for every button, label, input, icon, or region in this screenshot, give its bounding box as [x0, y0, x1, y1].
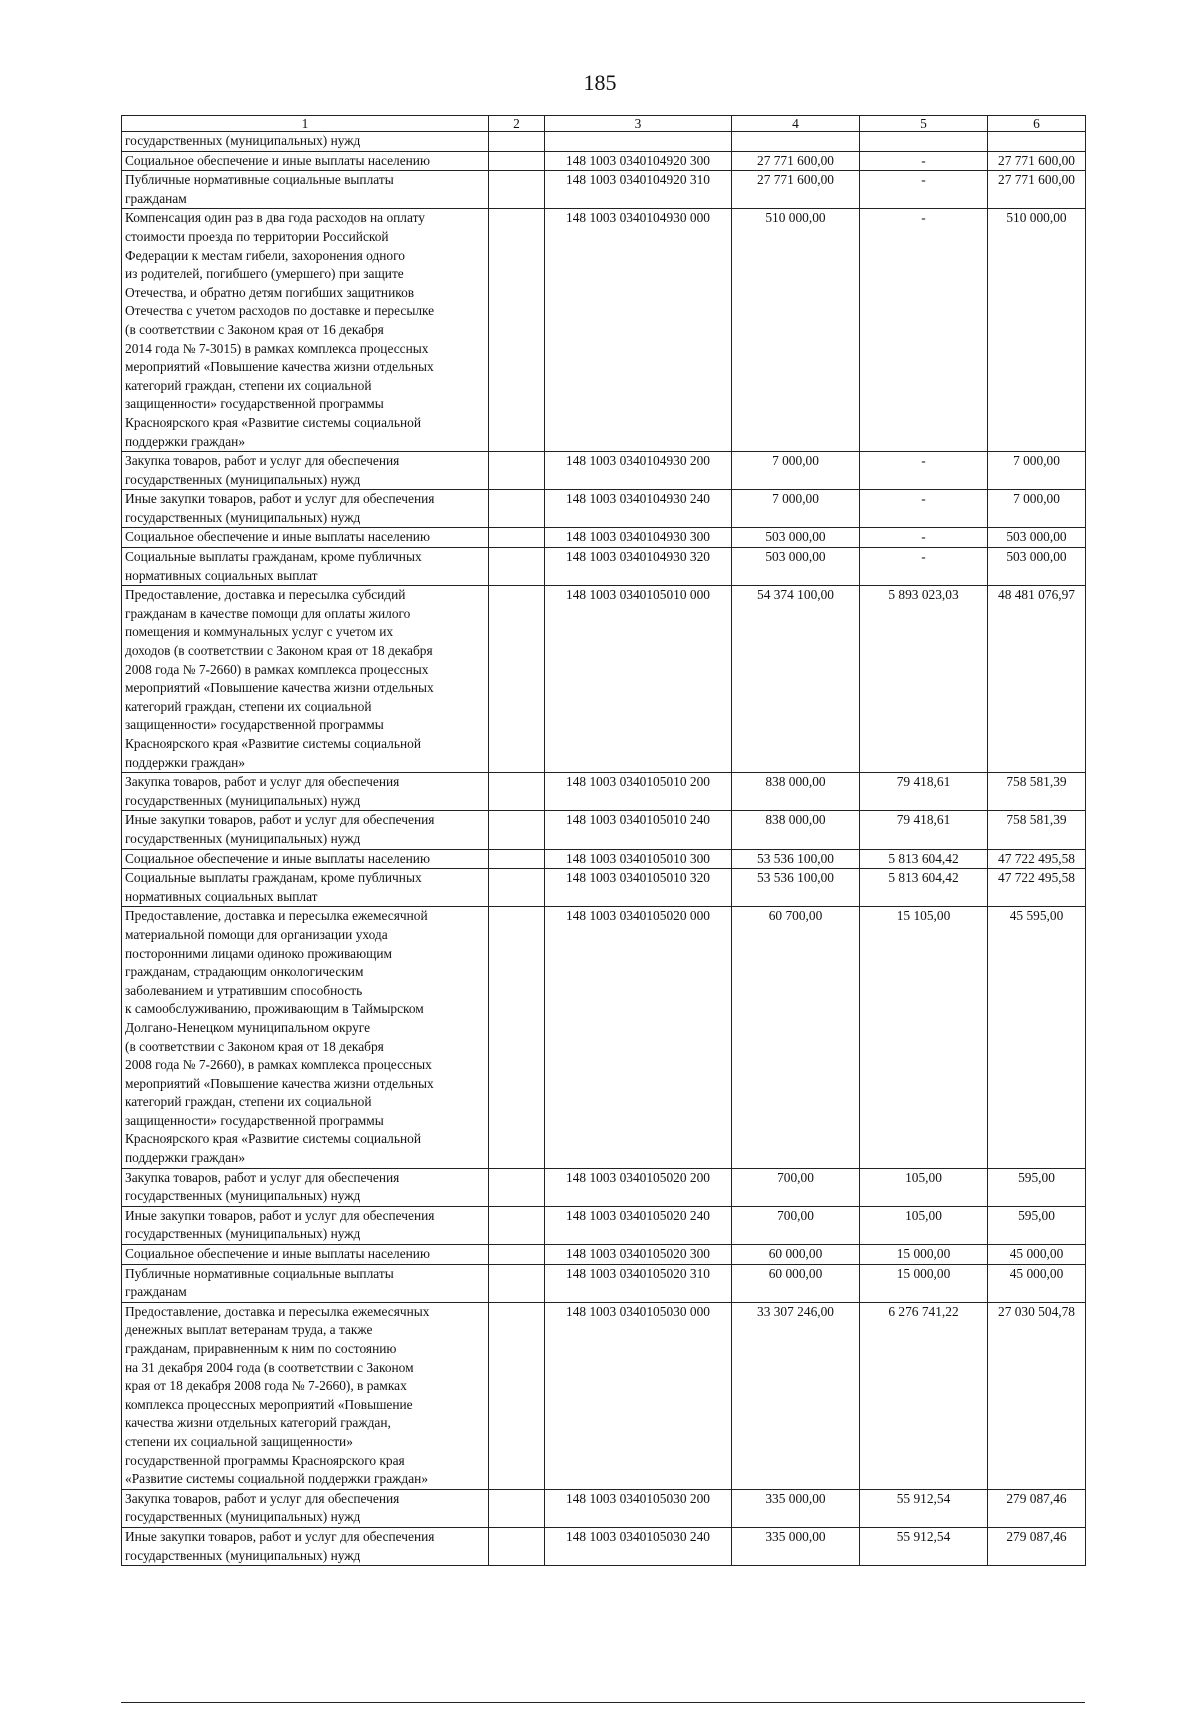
row-amount-assigned: 53 536 100,00	[732, 869, 860, 907]
row-amount-executed: 55 912,54	[860, 1489, 988, 1527]
row-budget-code: 148 1003 0340104930 240	[545, 490, 732, 528]
table-row	[122, 528, 1086, 548]
table-row	[122, 1245, 1086, 1265]
row-amount-executed: 105,00	[860, 1168, 988, 1206]
row-amount-assigned: 335 000,00	[732, 1527, 860, 1565]
row-description: Иные закупки товаров, работ и услуг для обеспечения государственных (муниципальных) нужд	[122, 1527, 489, 1565]
row-amount-remaining: 7 000,00	[988, 490, 1086, 528]
table-row	[122, 1489, 1086, 1527]
row-description: Предоставление, доставка и пересылка ежемесячных денежных выплат ветеранам труда, а также гражданам, приравненным к ним по состоянию на 31 декабря 2004 года (в соответствии с Законом края от 18 декабря 2008 года № 7-2660), в рамках комплекса процессных мероприятий «Повышение качества жизни отдельных категорий граждан, степени их социальной защищенности» государственной программы Красноярского края «Развитие системы социальной поддержки граждан»	[122, 1302, 489, 1489]
row-amount-executed: -	[860, 171, 988, 209]
row-amount-executed: 5 813 604,42	[860, 869, 988, 907]
table-row	[122, 452, 1086, 490]
row-amount-executed	[860, 132, 988, 152]
row-budget-code: 148 1003 0340105020 240	[545, 1206, 732, 1244]
row-col-2	[489, 1264, 545, 1302]
table-row	[122, 490, 1086, 528]
row-amount-executed: -	[860, 209, 988, 452]
row-col-2	[489, 811, 545, 849]
row-amount-remaining: 48 481 076,97	[988, 586, 1086, 773]
row-budget-code: 148 1003 0340105030 000	[545, 1302, 732, 1489]
row-col-2	[489, 907, 545, 1168]
row-description: Иные закупки товаров, работ и услуг для обеспечения государственных (муниципальных) нужд	[122, 490, 489, 528]
row-description: Социальные выплаты гражданам, кроме публичных нормативных социальных выплат	[122, 548, 489, 586]
table-row	[122, 849, 1086, 869]
row-budget-code: 148 1003 0340104920 300	[545, 151, 732, 171]
row-col-2	[489, 490, 545, 528]
row-budget-code: 148 1003 0340105010 200	[545, 773, 732, 811]
row-amount-assigned: 503 000,00	[732, 548, 860, 586]
row-amount-remaining: 279 087,46	[988, 1527, 1086, 1565]
row-amount-assigned: 27 771 600,00	[732, 171, 860, 209]
row-amount-executed: -	[860, 490, 988, 528]
table-row	[122, 907, 1086, 1168]
row-amount-executed: 15 000,00	[860, 1264, 988, 1302]
row-budget-code: 148 1003 0340104920 310	[545, 171, 732, 209]
table-row	[122, 1302, 1086, 1489]
table-row	[122, 548, 1086, 586]
row-description: Иные закупки товаров, работ и услуг для обеспечения государственных (муниципальных) нужд	[122, 811, 489, 849]
row-col-2	[489, 452, 545, 490]
row-description: Социальное обеспечение и иные выплаты населению	[122, 151, 489, 171]
row-budget-code: 148 1003 0340104930 300	[545, 528, 732, 548]
row-amount-remaining: 27 771 600,00	[988, 171, 1086, 209]
table-row	[122, 773, 1086, 811]
row-amount-assigned: 54 374 100,00	[732, 586, 860, 773]
row-amount-remaining: 45 000,00	[988, 1245, 1086, 1265]
table-row	[122, 171, 1086, 209]
row-description: государственных (муниципальных) нужд	[122, 132, 489, 152]
row-amount-executed: -	[860, 452, 988, 490]
column-header: 1	[122, 116, 489, 132]
budget-table	[121, 115, 1086, 1566]
row-amount-remaining: 27 771 600,00	[988, 151, 1086, 171]
row-budget-code: 148 1003 0340105020 310	[545, 1264, 732, 1302]
row-amount-executed: 15 000,00	[860, 1245, 988, 1265]
row-amount-remaining	[988, 132, 1086, 152]
row-amount-assigned: 700,00	[732, 1168, 860, 1206]
row-col-2	[489, 849, 545, 869]
row-amount-remaining: 47 722 495,58	[988, 849, 1086, 869]
row-amount-assigned: 60 000,00	[732, 1245, 860, 1265]
table-row	[122, 586, 1086, 773]
row-amount-remaining: 595,00	[988, 1168, 1086, 1206]
column-header: 3	[545, 116, 732, 132]
row-description: Социальное обеспечение и иные выплаты населению	[122, 528, 489, 548]
row-amount-assigned: 60 700,00	[732, 907, 860, 1168]
row-amount-remaining: 7 000,00	[988, 452, 1086, 490]
row-budget-code: 148 1003 0340105010 300	[545, 849, 732, 869]
row-description: Закупка товаров, работ и услуг для обеспечения государственных (муниципальных) нужд	[122, 773, 489, 811]
row-col-2	[489, 869, 545, 907]
row-col-2	[489, 586, 545, 773]
column-header: 4	[732, 116, 860, 132]
row-amount-remaining: 510 000,00	[988, 209, 1086, 452]
row-amount-remaining: 27 030 504,78	[988, 1302, 1086, 1489]
column-header: 5	[860, 116, 988, 132]
row-col-2	[489, 171, 545, 209]
row-col-2	[489, 548, 545, 586]
row-budget-code: 148 1003 0340104930 200	[545, 452, 732, 490]
row-amount-assigned: 27 771 600,00	[732, 151, 860, 171]
row-col-2	[489, 1527, 545, 1565]
row-amount-assigned: 7 000,00	[732, 452, 860, 490]
row-description: Социальное обеспечение и иные выплаты населению	[122, 849, 489, 869]
row-amount-remaining: 758 581,39	[988, 811, 1086, 849]
row-amount-remaining: 45 595,00	[988, 907, 1086, 1168]
column-header: 6	[988, 116, 1086, 132]
table-row	[122, 1527, 1086, 1565]
row-amount-executed: 55 912,54	[860, 1527, 988, 1565]
row-amount-assigned: 838 000,00	[732, 773, 860, 811]
row-budget-code: 148 1003 0340104930 000	[545, 209, 732, 452]
row-description: Закупка товаров, работ и услуг для обеспечения государственных (муниципальных) нужд	[122, 452, 489, 490]
row-amount-remaining: 503 000,00	[988, 528, 1086, 548]
row-budget-code: 148 1003 0340105010 320	[545, 869, 732, 907]
row-amount-executed: -	[860, 528, 988, 548]
row-amount-assigned: 503 000,00	[732, 528, 860, 548]
row-description: Предоставление, доставка и пересылка субсидий гражданам в качестве помощи для оплаты жилого помещения и коммунальных услуг с учетом их доходов (в соответствии с Законом края от 18 декабря 2008 года № 7-2660) в рамках комплекса процессных мероприятий «Повышение качества жизни отдельных категорий граждан, степени их социальной защищенности» государственной программы Красноярского края «Развитие системы социальной поддержки граждан»	[122, 586, 489, 773]
table-row	[122, 132, 1086, 152]
table-row	[122, 151, 1086, 171]
table-row	[122, 1264, 1086, 1302]
row-col-2	[489, 1245, 545, 1265]
row-amount-executed: 5 893 023,03	[860, 586, 988, 773]
page-number: 185	[583, 70, 617, 95]
row-budget-code: 148 1003 0340104930 320	[545, 548, 732, 586]
row-amount-assigned: 53 536 100,00	[732, 849, 860, 869]
row-col-2	[489, 1168, 545, 1206]
row-budget-code: 148 1003 0340105020 200	[545, 1168, 732, 1206]
row-amount-remaining: 503 000,00	[988, 548, 1086, 586]
row-description: Закупка товаров, работ и услуг для обеспечения государственных (муниципальных) нужд	[122, 1489, 489, 1527]
table-row	[122, 811, 1086, 849]
row-amount-assigned: 7 000,00	[732, 490, 860, 528]
row-budget-code: 148 1003 0340105030 200	[545, 1489, 732, 1527]
row-amount-remaining: 47 722 495,58	[988, 869, 1086, 907]
row-col-2	[489, 1489, 545, 1527]
row-budget-code: 148 1003 0340105020 300	[545, 1245, 732, 1265]
row-col-2	[489, 209, 545, 452]
row-description: Компенсация один раз в два года расходов на оплату стоимости проезда по территории Российской Федерации к местам гибели, захоронения одного из родителей, погибшего (умершего) при защите Отечества, и обратно детям погибших защитников Отечества с учетом расходов по доставке и пересылке (в соответствии с Законом края от 16 декабря 2014 года № 7-3015) в рамках комплекса процессных мероприятий «Повышение качества жизни отдельных категорий граждан, степени их социальной защищенности» государственной программы Красноярского края «Развитие системы социальной поддержки граждан»	[122, 209, 489, 452]
row-amount-executed: 5 813 604,42	[860, 849, 988, 869]
row-col-2	[489, 1302, 545, 1489]
page-bottom-divider	[121, 1702, 1085, 1703]
row-amount-assigned: 60 000,00	[732, 1264, 860, 1302]
row-description: Социальные выплаты гражданам, кроме публичных нормативных социальных выплат	[122, 869, 489, 907]
row-col-2	[489, 773, 545, 811]
row-col-2	[489, 528, 545, 548]
row-col-2	[489, 151, 545, 171]
row-col-2	[489, 132, 545, 152]
row-col-2	[489, 1206, 545, 1244]
row-description: Публичные нормативные социальные выплаты гражданам	[122, 171, 489, 209]
table-row	[122, 1168, 1086, 1206]
row-description: Публичные нормативные социальные выплаты гражданам	[122, 1264, 489, 1302]
row-description: Иные закупки товаров, работ и услуг для обеспечения государственных (муниципальных) нужд	[122, 1206, 489, 1244]
row-budget-code: 148 1003 0340105010 240	[545, 811, 732, 849]
row-amount-assigned: 510 000,00	[732, 209, 860, 452]
table-row	[122, 1206, 1086, 1244]
row-amount-executed: 6 276 741,22	[860, 1302, 988, 1489]
row-budget-code: 148 1003 0340105010 000	[545, 586, 732, 773]
row-amount-assigned: 700,00	[732, 1206, 860, 1244]
row-budget-code: 148 1003 0340105030 240	[545, 1527, 732, 1565]
row-amount-remaining: 758 581,39	[988, 773, 1086, 811]
row-amount-assigned: 335 000,00	[732, 1489, 860, 1527]
row-amount-assigned: 33 307 246,00	[732, 1302, 860, 1489]
row-amount-executed: -	[860, 151, 988, 171]
row-amount-remaining: 45 000,00	[988, 1264, 1086, 1302]
header-row	[122, 116, 1086, 132]
row-amount-executed: 79 418,61	[860, 811, 988, 849]
row-amount-remaining: 595,00	[988, 1206, 1086, 1244]
row-amount-remaining: 279 087,46	[988, 1489, 1086, 1527]
row-budget-code	[545, 132, 732, 152]
row-amount-assigned	[732, 132, 860, 152]
row-amount-executed: 79 418,61	[860, 773, 988, 811]
table-row	[122, 209, 1086, 452]
row-description: Социальное обеспечение и иные выплаты населению	[122, 1245, 489, 1265]
row-description: Закупка товаров, работ и услуг для обеспечения государственных (муниципальных) нужд	[122, 1168, 489, 1206]
row-amount-assigned: 838 000,00	[732, 811, 860, 849]
row-amount-executed: -	[860, 548, 988, 586]
row-description: Предоставление, доставка и пересылка ежемесячной материальной помощи для организации ухода посторонними лицами одиноко проживающим гражданам, страдающим онкологическим заболеванием и утратившим способность к самообслуживанию, проживающим в Таймырском Долгано-Ненецком муниципальном округе (в соответствии с Законом края от 18 декабря 2008 года № 7-2660), в рамках комплекса процессных мероприятий «Повышение качества жизни отдельных категорий граждан, степени их социальной защищенности» государственной программы Красноярского края «Развитие системы социальной поддержки граждан»	[122, 907, 489, 1168]
table-row	[122, 869, 1086, 907]
row-amount-executed: 15 105,00	[860, 907, 988, 1168]
column-header: 2	[489, 116, 545, 132]
row-budget-code: 148 1003 0340105020 000	[545, 907, 732, 1168]
table-body	[122, 132, 1086, 1566]
row-amount-executed: 105,00	[860, 1206, 988, 1244]
